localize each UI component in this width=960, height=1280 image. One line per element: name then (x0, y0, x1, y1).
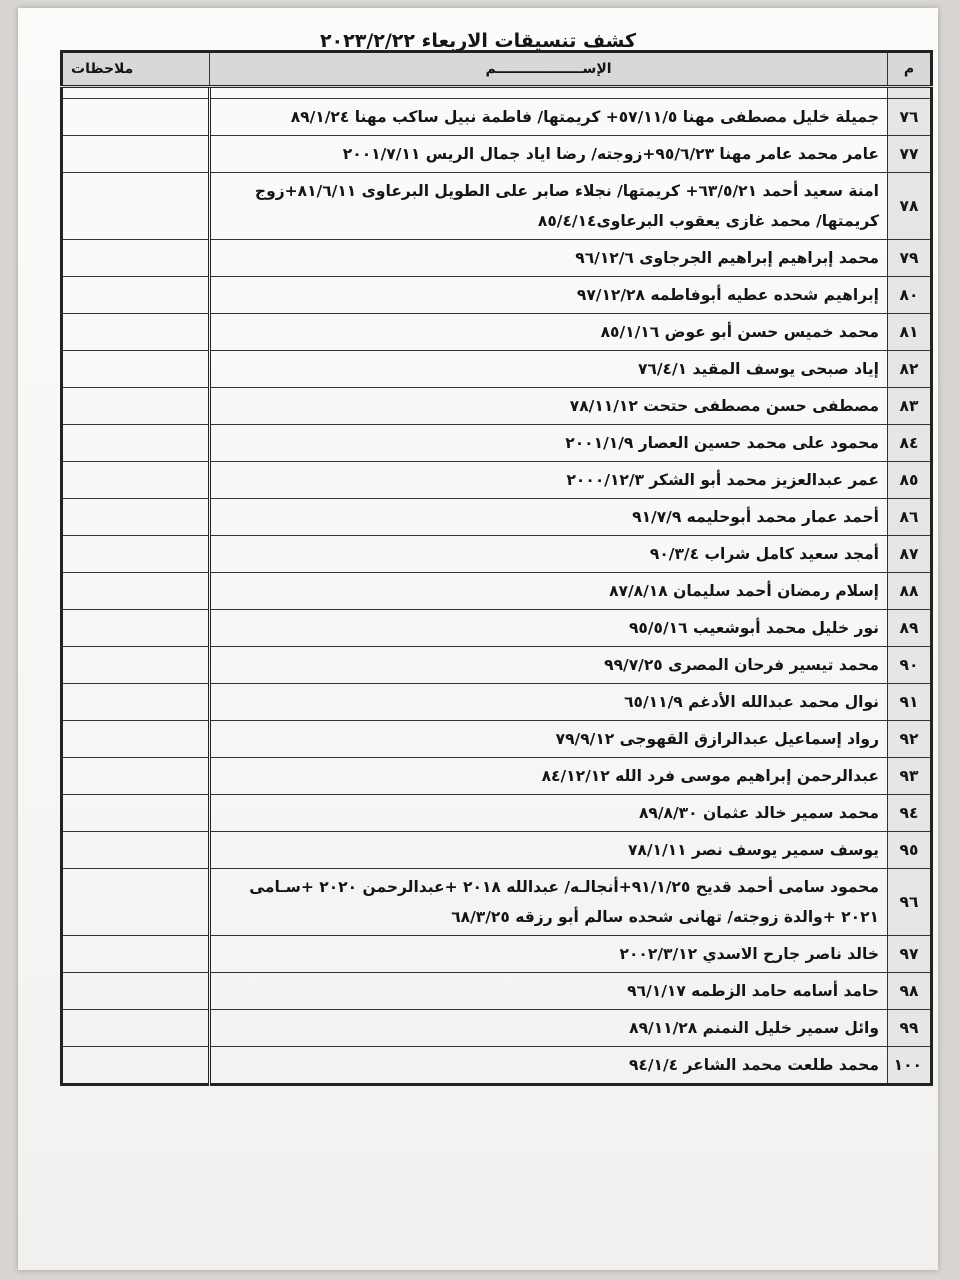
row-notes (62, 136, 210, 173)
table-row (62, 647, 932, 684)
row-name: أمجد سعيد كامل شراب ٩٠/٣/٤ (210, 536, 888, 573)
row-notes (62, 388, 210, 425)
row-name: امنة سعيد أحمد ٦٣/٥/٢١+ كريمتها/ نجلاء صابر على الطويل البرعاوى ٨١/٦/١١+زوج كريمتها/ محمد غازى يعقوب البرعاوى٨٥/٤/١٤ (210, 173, 888, 240)
table-row (62, 536, 932, 573)
table-row (62, 388, 932, 425)
row-name: إياد صبحى يوسف المقيد ٧٦/٤/١ (210, 351, 888, 388)
table-row (62, 869, 932, 936)
table-row (62, 973, 932, 1010)
row-notes (62, 684, 210, 721)
row-number: ٩١ (888, 684, 932, 721)
table-spacer-row (62, 87, 932, 99)
row-name: وائل سمير خليل النمنم ٨٩/١١/٢٨ (210, 1010, 888, 1047)
row-name: مصطفى حسن مصطفى حتحت ٧٨/١١/١٢ (210, 388, 888, 425)
row-number: ٨٠ (888, 277, 932, 314)
row-name: محمد إبراهيم إبراهيم الجرجاوى ٩٦/١٢/٦ (210, 240, 888, 277)
row-number: ٨٨ (888, 573, 932, 610)
row-number: ٨١ (888, 314, 932, 351)
names-table (60, 50, 933, 1086)
row-number: ٩٥ (888, 832, 932, 869)
row-notes (62, 610, 210, 647)
document-title: كشف تنسيقات الاربعاء ٢٠٢٣/٢/٢٢ (319, 30, 637, 52)
row-name: يوسف سمير يوسف نصر ٧٨/١/١١ (210, 832, 888, 869)
header-number: م (888, 52, 932, 87)
row-number: ٧٨ (888, 173, 932, 240)
row-number: ٧٦ (888, 99, 932, 136)
row-number: ٧٩ (888, 240, 932, 277)
table-row (62, 684, 932, 721)
row-notes (62, 936, 210, 973)
row-notes (62, 277, 210, 314)
row-notes (62, 240, 210, 277)
table-row (62, 277, 932, 314)
row-notes (62, 425, 210, 462)
row-number: ٨٧ (888, 536, 932, 573)
document-page (18, 8, 938, 1270)
table-row (62, 240, 932, 277)
row-notes (62, 536, 210, 573)
row-name: رواد إسماعيل عبدالرازق القهوجى ٧٩/٩/١٢ (210, 721, 888, 758)
row-notes (62, 647, 210, 684)
table-row (62, 173, 932, 240)
table-row (62, 721, 932, 758)
table-row (62, 99, 932, 136)
row-number: ٩٠ (888, 647, 932, 684)
table-row (62, 610, 932, 647)
row-notes (62, 314, 210, 351)
row-number: ٧٧ (888, 136, 932, 173)
header-notes: ملاحظات (62, 52, 210, 87)
row-number: ٨٥ (888, 462, 932, 499)
row-number: ٩٩ (888, 1010, 932, 1047)
row-name: محمد طلعت محمد الشاعر ٩٤/١/٤ (210, 1047, 888, 1085)
table-row (62, 136, 932, 173)
row-number: ٨٣ (888, 388, 932, 425)
row-notes (62, 1010, 210, 1047)
row-notes (62, 832, 210, 869)
table-row (62, 462, 932, 499)
row-name: عامر محمد عامر مهنا ٩٥/٦/٢٣+زوجته/ رضا اياد جمال الريس ٢٠٠١/٧/١١ (210, 136, 888, 173)
row-number: ٨٢ (888, 351, 932, 388)
table-row (62, 573, 932, 610)
row-notes (62, 462, 210, 499)
row-name: إبراهيم شحده عطيه أبوفاطمه ٩٧/١٢/٢٨ (210, 277, 888, 314)
row-name: نوال محمد عبدالله الأدغم ٦٥/١١/٩ (210, 684, 888, 721)
row-number: ٩٢ (888, 721, 932, 758)
row-notes (62, 499, 210, 536)
row-number: ٩٨ (888, 973, 932, 1010)
row-number: ١٠٠ (888, 1047, 932, 1085)
table-row (62, 758, 932, 795)
row-name: حامد أسامه حامد الزطمه ٩٦/١/١٧ (210, 973, 888, 1010)
table-row (62, 936, 932, 973)
row-name: نور خليل محمد أبوشعيب ٩٥/٥/١٦ (210, 610, 888, 647)
row-number: ٩٧ (888, 936, 932, 973)
row-notes (62, 758, 210, 795)
row-name: خالد ناصر جارح الاسدي ٢٠٠٢/٣/١٢ (210, 936, 888, 973)
table-row (62, 425, 932, 462)
row-notes (62, 973, 210, 1010)
table-row (62, 832, 932, 869)
row-name: إسلام رمضان أحمد سليمان ٨٧/٨/١٨ (210, 573, 888, 610)
row-name: محمد تيسير فرحان المصرى ٩٩/٧/٢٥ (210, 647, 888, 684)
row-notes (62, 795, 210, 832)
table-row (62, 1010, 932, 1047)
row-name: محمود على محمد حسين العصار ٢٠٠١/١/٩ (210, 425, 888, 462)
table-row (62, 499, 932, 536)
row-number: ٩٣ (888, 758, 932, 795)
row-name: محمد سمير خالد عثمان ٨٩/٨/٣٠ (210, 795, 888, 832)
row-number: ٨٩ (888, 610, 932, 647)
table-row (62, 314, 932, 351)
row-number: ٨٦ (888, 499, 932, 536)
row-notes (62, 721, 210, 758)
table-body (62, 87, 932, 1085)
row-notes (62, 573, 210, 610)
row-notes (62, 869, 210, 936)
row-name: عبدالرحمن إبراهيم موسى فرد الله ٨٤/١٢/١٢ (210, 758, 888, 795)
row-notes (62, 351, 210, 388)
table-header-row (62, 52, 932, 87)
row-notes (62, 173, 210, 240)
table-row (62, 1047, 932, 1085)
row-name: محمد خميس حسن أبو عوض ٨٥/١/١٦ (210, 314, 888, 351)
table-row (62, 351, 932, 388)
row-name: عمر عبدالعزيز محمد أبو الشكر ٢٠٠٠/١٢/٣ (210, 462, 888, 499)
row-number: ٩٤ (888, 795, 932, 832)
row-number: ٨٤ (888, 425, 932, 462)
header-name: الإســــــــــــــــــم (210, 52, 888, 87)
row-name: محمود سامى أحمد قديح ٩١/١/٢٥+أنجالـه/ عبدالله ٢٠١٨ +عبدالرحمن ٢٠٢٠ +سـامى ٢٠٢١ +والدة زوجته/ تهانى شحده سالم أبو رزقه ٦٨/٣/٢٥ (210, 869, 888, 936)
table-row (62, 795, 932, 832)
row-name: أحمد عمار محمد أبوحليمه ٩١/٧/٩ (210, 499, 888, 536)
row-name: جميلة خليل مصطفى مهنا ٥٧/١١/٥+ كريمتها/ فاطمة نبيل ساكب مهنا ٨٩/١/٢٤ (210, 99, 888, 136)
row-number: ٩٦ (888, 869, 932, 936)
row-notes (62, 99, 210, 136)
row-notes (62, 1047, 210, 1085)
